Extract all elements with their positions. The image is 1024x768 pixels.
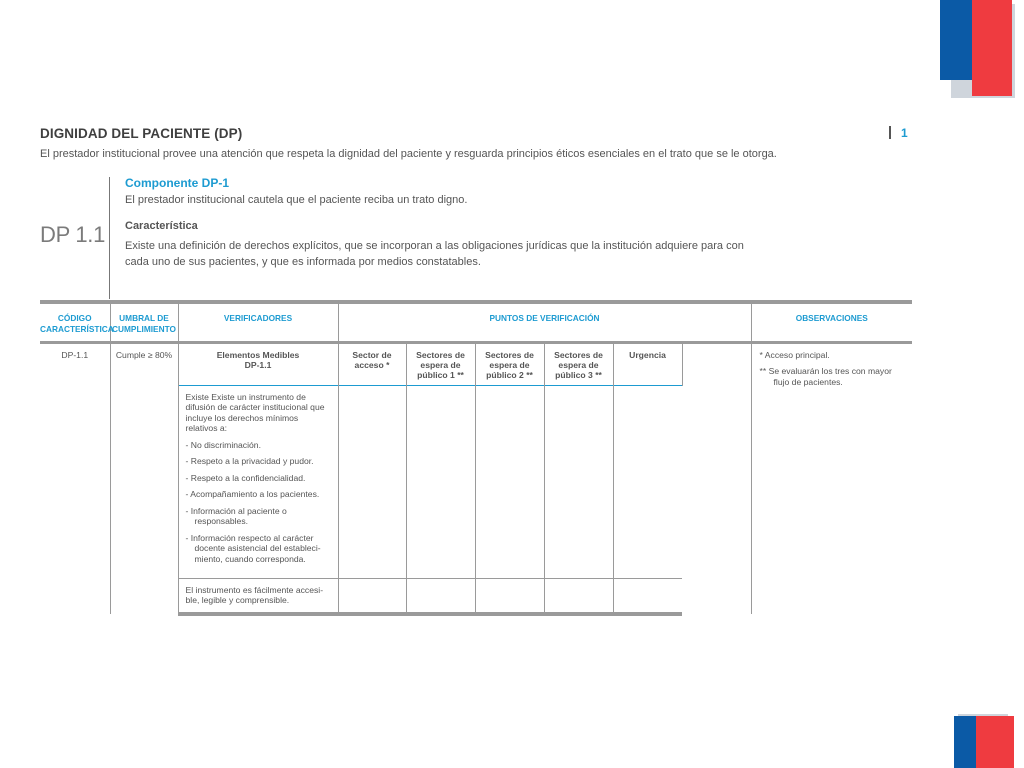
component-title: Componente DP-1 [125,176,230,190]
check-cell [338,578,406,614]
characteristic-title: Característica [125,220,198,232]
codigo-cell: DP-1.1 [40,342,110,614]
sub-header-urgencia: Urgencia [613,342,682,385]
check-cell [406,385,475,578]
sub-header-espera-2: Sectores de espera de público 2 ** [475,342,544,385]
verificador-item: - Acompañamiento a los pacientes. [185,489,320,499]
component-text: El prestador institucional cautela que el paciente reciba un trato digno. [125,194,468,206]
characteristic-text: Existe una definición de derechos explícitos, que se incorporan a las obligaciones jurídicas que la institución adquiere para con cada uno de sus pacientes, y que es informada por medios constatables. [125,240,744,268]
empty-column [682,342,751,614]
section-intro: El prestador institucional provee una atención que respeta la dignidad del paciente y resguarda principios éticos esenciales en el trato que se le otorga. [40,148,777,160]
observaciones-cell [751,342,912,614]
elementos-title: Elementos Medibles [216,349,300,360]
corner-flag-top [940,0,1024,98]
page-number: 1 [889,126,908,140]
header-umbral: UMBRAL DE CUMPLIMIENTO [110,302,178,342]
verificador-1 [178,385,338,578]
check-cell [338,385,406,578]
verificador-item: - No discriminación. [185,439,261,450]
header-codigo: CÓDIGO CARACTERÍSTICA [40,302,110,342]
header-observaciones: OBSERVACIONES [751,302,912,342]
sub-header-acceso: Sector de acceso * [338,342,406,385]
sub-header-espera-3: Sectores de espera de público 3 ** [544,342,613,385]
elementos-medibles-header [178,342,338,385]
umbral-cell: Cumple ≥ 80% [110,342,178,614]
verificador-item: - Respeto a la confidencialidad. [185,472,306,483]
header-verificadores: VERIFICADORES [178,302,338,342]
section-title: DIGNIDAD DEL PACIENTE (DP) [40,126,243,141]
corner-flag-bottom [944,714,1024,768]
check-cell [544,385,613,578]
verificador-2 [178,578,338,614]
divider [109,177,110,299]
sub-header-espera-1: Sectores de espera de público 1 ** [406,342,475,385]
header-puntos: PUNTOS DE VERIFICACIÓN [338,302,751,342]
verificador-1-intro: Existe Existe un instrumento de difusión de carácter institucional que incluye los derechos mínimos relativos a: [185,391,325,433]
verification-table [40,300,912,616]
check-cell [406,578,475,614]
check-cell [613,578,682,614]
verificador-item: - Información respecto al carácter docente asistencial del estableci- miento, cuando corresponda. [185,532,321,564]
check-cell [613,385,682,578]
verificador-item: - Respeto a la privacidad y pudor. [185,456,314,466]
observation-1: * Acceso principal. [759,349,830,360]
verificador-2-text: El instrumento es fácilmente accesi- ble, legible y comprensible. [185,584,324,605]
check-cell [544,578,613,614]
verificador-item: - Información al paciente o responsables. [185,505,287,526]
observation-2: ** Se evaluarán los tres con mayor flujo de pacientes. [759,365,892,387]
characteristic-code: DP 1.1 [40,222,106,247]
elementos-code: DP-1.1 [244,359,272,370]
check-cell [475,385,544,578]
check-cell [475,578,544,614]
